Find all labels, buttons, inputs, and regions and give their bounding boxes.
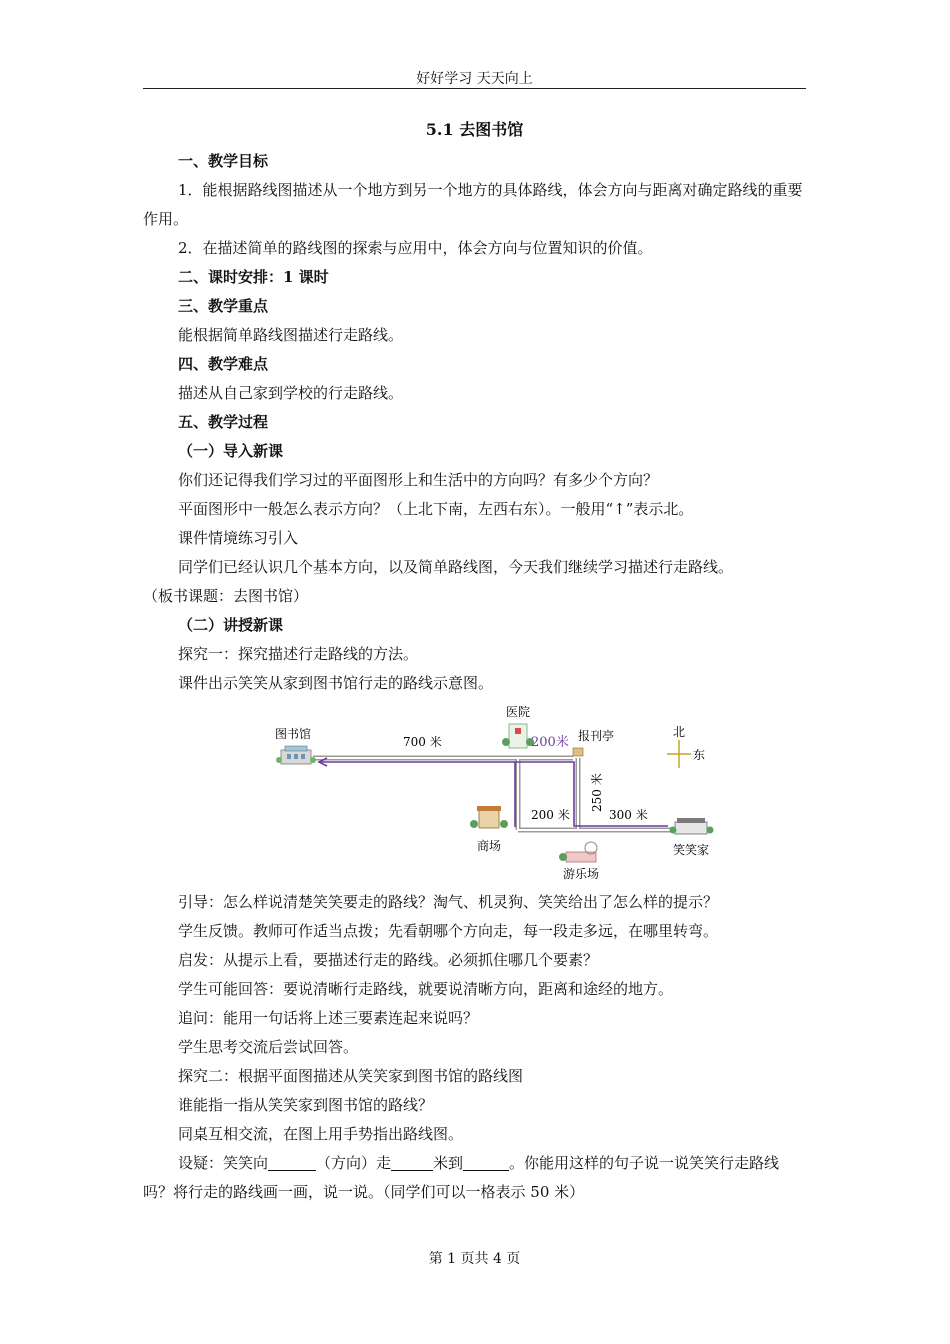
route-map-figure <box>143 702 806 884</box>
paragraph: 探究二：根据平面图描述从笑笑家到图书馆的路线图 <box>178 1067 524 1085</box>
paragraph: 2．在描述简单的路线图的探索与应用中，体会方向与位置知识的价值。 <box>178 239 653 257</box>
text-segment: 。你能用这样的句子说一说笑笑行走路线吗？将行走的路线画一画，说一说。（同学们可以一格表示 50 米） <box>143 1154 780 1201</box>
label-east: 东 <box>693 748 706 762</box>
section-heading-process: 五、教学过程 <box>178 413 269 431</box>
subsection-heading-teaching: （二）讲授新课 <box>178 616 284 634</box>
label-home: 笑笑家 <box>673 843 710 857</box>
paragraph: 启发：从提示上看，要描述行走的路线。必须抓住哪几个要素？ <box>178 951 599 969</box>
page-header: 好好学习 天天向上 <box>416 71 533 87</box>
section-heading-keypoints: 三、教学重点 <box>178 297 269 315</box>
paragraph: 探究一：探究描述行走路线的方法。 <box>178 645 419 663</box>
paragraph: 同学们已经认识几个基本方向，以及简单路线图，今天我们继续学习描述行走路线。 <box>178 558 734 576</box>
label-north: 北 <box>673 725 686 739</box>
blank-distance[interactable] <box>391 1152 433 1171</box>
page-footer: 第 1 页共 4 页 <box>428 1251 521 1267</box>
paragraph: 描述从自己家到学校的行走路线。 <box>178 384 404 402</box>
paragraph: 引导：怎么样说清楚笑笑要走的路线？淘气、机灵狗、笑笑给出了怎么样的提示？ <box>178 893 719 911</box>
paragraph: 学生反馈。教师可作适当点拨；先看朝哪个方向走，每一段走多远，在哪里转弯。 <box>178 922 719 940</box>
paragraph: 课件情境练习引入 <box>178 529 299 547</box>
label-mall: 商场 <box>477 839 502 853</box>
paragraph: （板书课题：去图书馆） <box>143 587 309 605</box>
paragraph: 追问：能用一句话将上述三要素连起来说吗？ <box>178 1009 479 1027</box>
paragraph: 学生可能回答：要说清晰行走路线，就要说清晰方向，距离和途经的地方。 <box>178 980 674 998</box>
hospital-icon <box>502 724 534 748</box>
label-distance-300: 300 米 <box>609 808 648 822</box>
section-heading-schedule: 二、课时安排：1 课时 <box>178 268 329 286</box>
subsection-heading-intro: （一）导入新课 <box>178 442 284 460</box>
playground-icon <box>559 842 597 862</box>
paragraph: 同桌互相交流，在图上用手势指出路线图。 <box>178 1125 464 1143</box>
label-newsstand: 报刊亭 <box>578 729 615 743</box>
label-distance-200-bottom: 200 米 <box>531 808 570 822</box>
library-icon <box>276 746 316 764</box>
label-hospital: 医院 <box>506 705 531 719</box>
home-icon <box>670 818 714 834</box>
label-library: 图书馆 <box>275 727 312 741</box>
document-title: 5.1 去图书馆 <box>425 120 524 139</box>
label-distance-200-top: 200米 <box>531 735 569 750</box>
fill-in-blank-paragraph <box>143 1149 806 1207</box>
blank-direction[interactable] <box>268 1152 316 1171</box>
header-divider <box>143 88 806 89</box>
label-distance-250: 250 米 <box>590 773 604 812</box>
paragraph: 课件出示笑笑从家到图书馆行走的路线示意图。 <box>178 674 494 692</box>
paragraph: 学生思考交流后尝试回答。 <box>178 1038 359 1056</box>
label-distance-700: 700 米 <box>403 735 442 749</box>
paragraph: 能根据简单路线图描述行走路线。 <box>178 326 404 344</box>
section-heading-goals: 一、教学目标 <box>178 152 269 170</box>
label-playground: 游乐场 <box>563 867 600 881</box>
newsstand-icon <box>573 748 583 756</box>
paragraph: 1．能根据路线图描述从一个地方到另一个地方的具体路线，体会方向与距离对确定路线的重要作用。 <box>143 181 803 228</box>
paragraph: 平面图形中一般怎么表示方向？（上北下南，左西右东）。一般用“↑”表示北。 <box>178 500 694 518</box>
paragraph: 谁能指一指从笑笑家到图书馆的路线？ <box>178 1096 434 1114</box>
text-segment: 设疑：笑笑向 <box>178 1154 269 1172</box>
mall-icon <box>470 806 508 828</box>
paragraph: 你们还记得我们学习过的平面图形上和生活中的方向吗？有多少个方向？ <box>178 471 659 489</box>
route-map <box>273 702 723 884</box>
section-heading-difficulty: 四、教学难点 <box>178 355 269 373</box>
text-segment: 米到 <box>433 1154 464 1172</box>
blank-destination[interactable] <box>463 1152 509 1171</box>
text-segment: （方向）走 <box>316 1154 392 1172</box>
compass-icon <box>667 740 691 768</box>
document-body <box>143 147 806 1207</box>
